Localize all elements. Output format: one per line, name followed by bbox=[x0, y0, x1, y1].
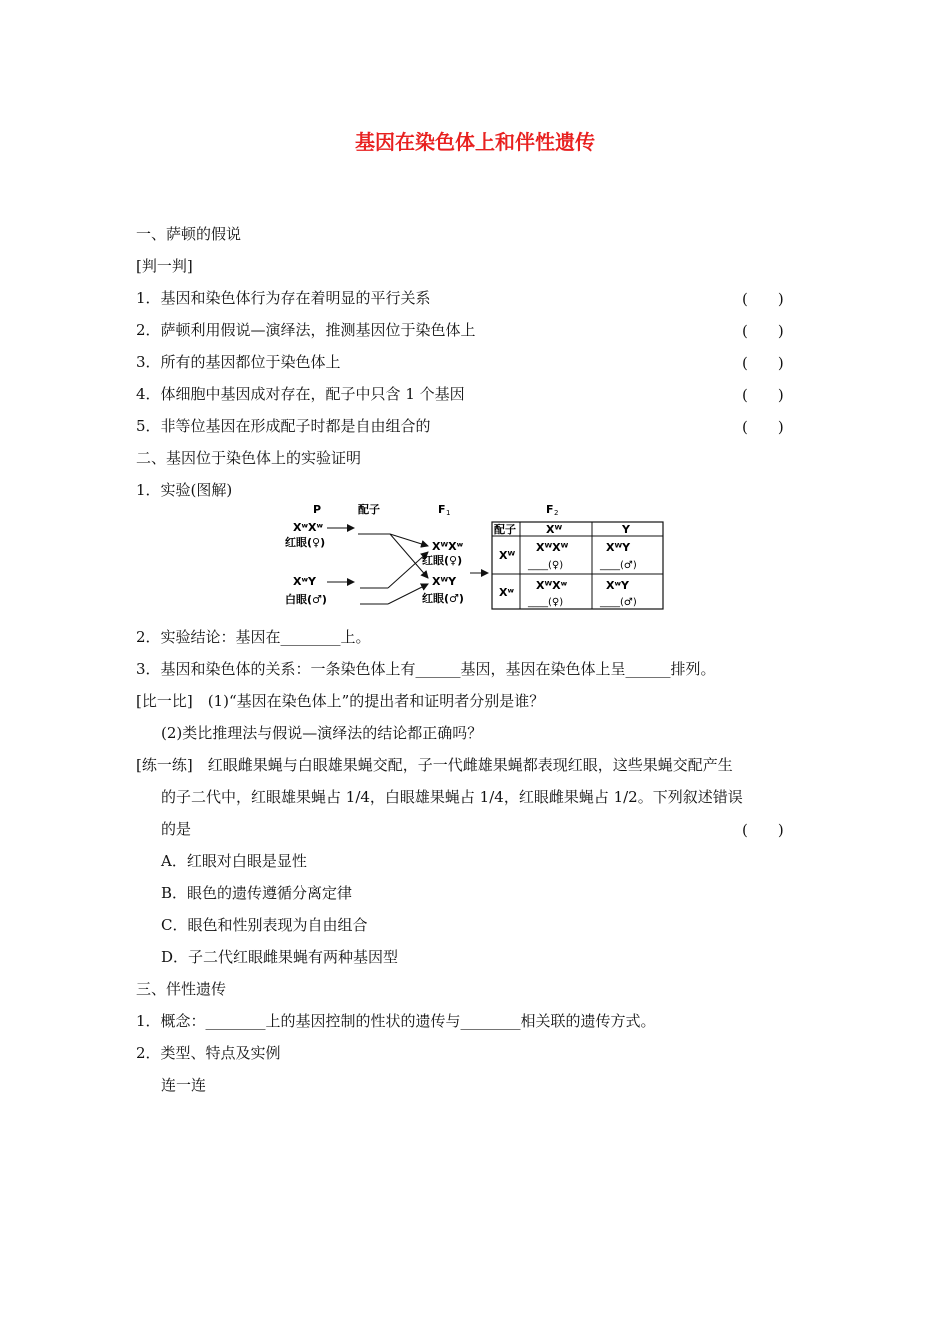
judge-item-3: 3．所有的基因都位于染色体上 bbox=[136, 353, 341, 371]
cell-r1c1-phenotype: ____(♀) bbox=[528, 560, 564, 571]
p-male-phenotype: 白眼(♂) bbox=[285, 593, 327, 606]
cell-r2c1-genotype: XᵂXʷ bbox=[536, 579, 568, 592]
table-header-gamete: 配子 bbox=[494, 523, 516, 536]
cross-diagram bbox=[280, 498, 680, 614]
cell-r1c1-genotype: XᵂXᵂ bbox=[536, 541, 569, 554]
cell-r1c2-genotype: XᵂY bbox=[606, 541, 631, 554]
types-line: 2．类型、特点及实例 bbox=[136, 1044, 281, 1062]
judge-item-5: 5．非等位基因在形成配子时都是自由组合的 bbox=[136, 417, 431, 435]
compare-question-2: (2)类比推理法与假说—演绎法的结论都正确吗？ bbox=[161, 724, 483, 742]
option-a[interactable]: A．红眼对白眼是显性 bbox=[161, 852, 307, 870]
p-male-genotype: XʷY bbox=[293, 575, 316, 588]
header-f1-sub: 1 bbox=[446, 509, 451, 517]
experiment-label: 1．实验(图解) bbox=[136, 481, 233, 499]
judge-item-2: 2．萨顿利用假说—演绎法，推测基因位于染色体上 bbox=[136, 321, 476, 339]
cell-r2c1-phenotype: ____(♀) bbox=[528, 597, 564, 608]
experiment-conclusion: 2．实验结论：基因在________上。 bbox=[136, 628, 371, 646]
answer-paren-3[interactable]: ( ) bbox=[742, 354, 784, 372]
header-f2-sub: 2 bbox=[554, 509, 559, 517]
answer-paren-5[interactable]: ( ) bbox=[742, 418, 784, 436]
f1-male-genotype: XᵂY bbox=[432, 575, 457, 588]
answer-paren-4[interactable]: ( ) bbox=[742, 386, 784, 404]
table-header-y: Y bbox=[622, 523, 630, 536]
section-3-heading: 三、伴性遗传 bbox=[136, 980, 227, 998]
answer-paren-1[interactable]: ( ) bbox=[742, 290, 784, 308]
cell-r2c2-phenotype: ____(♂) bbox=[600, 597, 637, 608]
option-d[interactable]: D．子二代红眼雌果蝇有两种基因型 bbox=[161, 948, 399, 966]
table-header-xw: Xᵂ bbox=[546, 523, 563, 536]
header-f2: F bbox=[546, 503, 554, 516]
practice-stem-2: 的子二代中，红眼雄果蝇占 1/4，白眼雄果蝇占 1/4，红眼雌果蝇占 1/2。下列叙述错误 bbox=[161, 788, 743, 806]
cell-r1c2-phenotype: ____(♂) bbox=[600, 560, 637, 571]
answer-paren-practice[interactable]: ( ) bbox=[742, 821, 784, 839]
p-female-phenotype: 红眼(♀) bbox=[285, 536, 326, 549]
f1-male-phenotype: 红眼(♂) bbox=[422, 592, 464, 605]
link-exercise-label: 连一连 bbox=[161, 1076, 207, 1094]
judge-label: [判一判] bbox=[136, 257, 193, 275]
section-1-heading: 一、萨顿的假说 bbox=[136, 225, 242, 243]
punnett-table bbox=[492, 522, 663, 609]
header-gamete: 配子 bbox=[358, 503, 380, 516]
concept-line: 1．概念：________上的基因控制的性状的遗传与________相关联的遗传方式。 bbox=[136, 1012, 656, 1030]
p-female-genotype: XʷXʷ bbox=[293, 521, 323, 534]
practice-stem-3: 的是 bbox=[161, 820, 192, 838]
section-2-heading: 二、基因位于染色体上的实验证明 bbox=[136, 449, 362, 467]
option-b[interactable]: B．眼色的遗传遵循分离定律 bbox=[161, 884, 353, 902]
f1-female-genotype: XᵂXʷ bbox=[432, 540, 464, 553]
answer-paren-2[interactable]: ( ) bbox=[742, 322, 784, 340]
row-head-xw-dominant: Xᵂ bbox=[499, 549, 516, 562]
cell-r2c2-genotype: XʷY bbox=[606, 579, 629, 592]
compare-question-1: [比一比] (1)“基因在染色体上”的提出者和证明者分别是谁？ bbox=[136, 692, 545, 710]
header-f1: F bbox=[438, 503, 446, 516]
option-c[interactable]: C．眼色和性别表现为自由组合 bbox=[161, 916, 368, 934]
f1-female-phenotype: 红眼(♀) bbox=[422, 554, 463, 567]
judge-item-1: 1．基因和染色体行为存在着明显的平行关系 bbox=[136, 289, 431, 307]
page-title: 基因在染色体上和伴性遗传 bbox=[355, 130, 595, 154]
practice-stem-1: [练一练] 红眼雌果蝇与白眼雄果蝇交配，子一代雌雄果蝇都表现红眼，这些果蝇交配产生 bbox=[136, 756, 733, 774]
row-head-xw-recessive: Xʷ bbox=[499, 586, 514, 599]
gene-chromosome-relation: 3．基因和染色体的关系：一条染色体上有______基因，基因在染色体上呈______排列。 bbox=[136, 660, 716, 678]
header-p: P bbox=[313, 503, 322, 516]
judge-item-4: 4．体细胞中基因成对存在，配子中只含 1 个基因 bbox=[136, 385, 465, 403]
